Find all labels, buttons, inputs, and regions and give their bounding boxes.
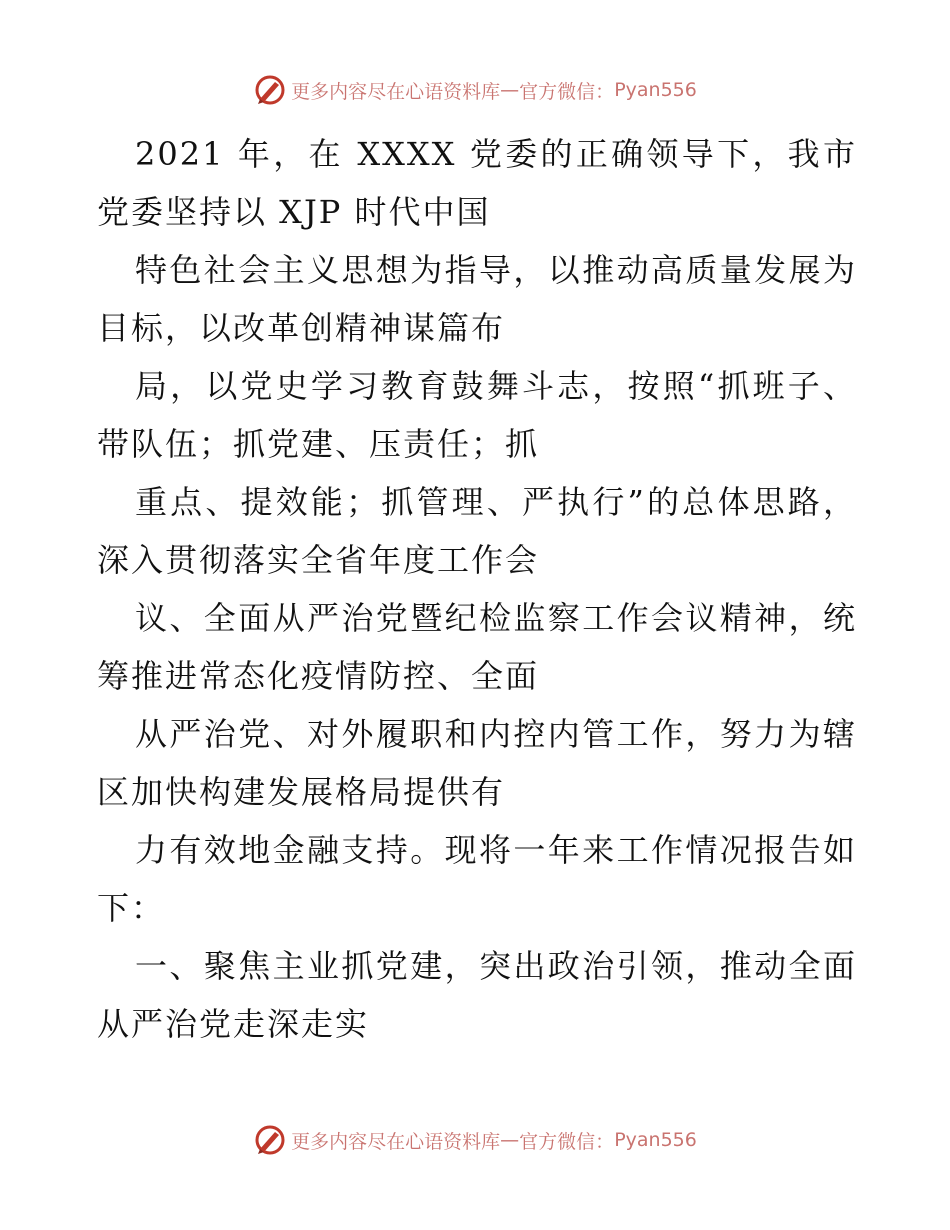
paragraph-intro — [97, 125, 857, 937]
pen-logo-icon — [253, 1123, 287, 1157]
section-heading-1 — [97, 937, 857, 1053]
body-line: 目标，以改革创精神谋篇布 — [97, 309, 506, 347]
header-separator: — — [500, 79, 520, 101]
footer-banner — [0, 1120, 950, 1160]
body-line: 下： — [97, 889, 166, 927]
body-line: 从严治党、对外履职和内控内管工作，努力为辖 — [135, 715, 857, 753]
body-line: 区加快构建发展格局提供有 — [97, 773, 506, 811]
footer-wechat-handle: Pyan556 — [614, 1129, 697, 1151]
header-wechat-handle: Pyan556 — [614, 79, 697, 101]
footer-wechat-label: 官方微信： — [519, 1130, 615, 1153]
body-line: 力有效地金融支持。现将一年来工作情况报告如 — [135, 831, 857, 869]
body-line: 从严治党走深走实 — [97, 1005, 370, 1043]
body-line: 特色社会主义思想为指导，以推动高质量发展为 — [135, 251, 857, 289]
body-line: 一、聚焦主业抓党建，突出政治引领，推动全面 — [135, 947, 857, 985]
body-line: 深入贯彻落实全省年度工作会 — [97, 541, 540, 579]
body-line: 局，以党史学习教育鼓舞斗志，按照“抓班子、 — [135, 367, 857, 405]
footer-separator: — — [500, 1129, 520, 1151]
document-body — [97, 125, 857, 1053]
footer-brand-text: 更多内容尽在心语资料库 — [291, 1130, 501, 1153]
body-line: 议、全面从严治党暨纪检监察工作会议精神，统 — [135, 599, 857, 637]
body-line: 带队伍；抓党建、压责任；抓 — [97, 425, 540, 463]
header-wechat-label: 官方微信： — [519, 80, 615, 103]
header-brand-text: 更多内容尽在心语资料库 — [291, 80, 501, 103]
body-line: 筹推进常态化疫情防控、全面 — [97, 657, 540, 695]
pen-logo-icon — [253, 73, 287, 107]
body-line: 党委坚持以 XJP 时代中国 — [97, 193, 491, 231]
body-line: 2021 年，在 XXXX 党委的正确领导下，我市 — [135, 135, 857, 173]
header-banner — [0, 70, 950, 110]
body-line: 重点、提效能；抓管理、严执行”的总体思路， — [135, 483, 857, 521]
